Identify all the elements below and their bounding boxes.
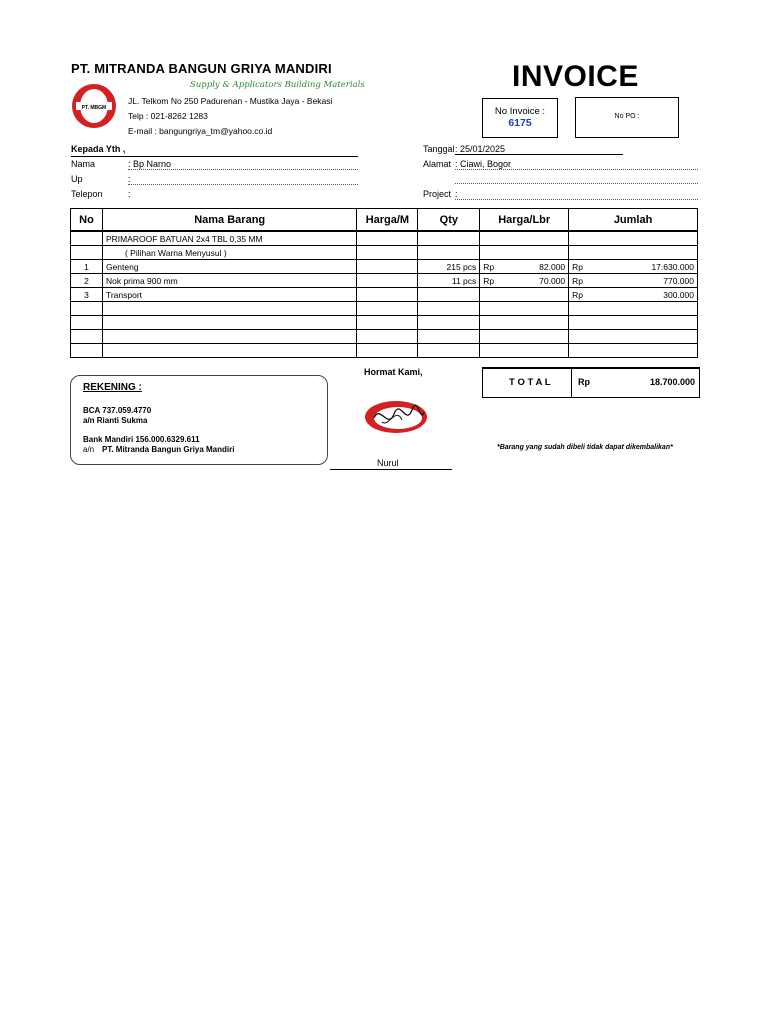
cell-rp2: Rp — [569, 260, 597, 274]
signer-name: Nurul — [377, 458, 399, 468]
rekening-box — [70, 375, 328, 465]
cell-harga-m — [357, 260, 418, 274]
col-no-header: No — [71, 209, 103, 232]
cell-no — [71, 246, 103, 260]
cell-rp2 — [569, 246, 597, 260]
cell-harga-m — [357, 302, 418, 316]
total-divider — [571, 369, 572, 397]
return-policy-note: *Barang yang sudah dibeli tidak dapat dikembalikan* — [497, 444, 673, 451]
cell-no — [71, 302, 103, 316]
table-row — [71, 288, 698, 302]
cell-harga-m — [357, 330, 418, 344]
cell-rp1 — [480, 231, 506, 246]
up-label: Up — [71, 174, 83, 184]
cell-rp2 — [569, 302, 597, 316]
cell-jumlah — [597, 330, 698, 344]
cell-nama: Genteng — [102, 260, 356, 274]
cell-harga-lbr: 70.000 — [506, 274, 569, 288]
col-nama-header: Nama Barang — [102, 209, 356, 232]
telepon-label: Telepon — [71, 189, 103, 199]
cell-jumlah: 770.000 — [597, 274, 698, 288]
cell-nama: Transport — [102, 288, 356, 302]
cell-rp1 — [480, 316, 506, 330]
cell-qty: 215 pcs — [418, 260, 480, 274]
cell-jumlah — [597, 302, 698, 316]
alamat-value: : Ciawi, Bogor — [455, 159, 698, 170]
project-label: Project — [423, 189, 452, 199]
bca-account: BCA 737.059.4770 — [83, 406, 152, 415]
cell-rp2: Rp — [569, 288, 597, 302]
cell-rp1: Rp — [480, 274, 506, 288]
cell-harga-m — [357, 344, 418, 358]
alamat-line-2 — [455, 183, 698, 184]
company-logo — [70, 82, 118, 130]
cell-no — [71, 330, 103, 344]
cell-qty — [418, 316, 480, 330]
cell-no — [71, 316, 103, 330]
cell-nama — [102, 344, 356, 358]
cell-jumlah — [597, 316, 698, 330]
col-harga-m-header: Harga/M — [357, 209, 418, 232]
table-row — [71, 330, 698, 344]
nama-label: Nama — [71, 159, 96, 169]
nama-value: : Bp Narno — [128, 159, 358, 170]
mandiri-account-name: PT. Mitranda Bangun Griya Mandiri — [102, 445, 235, 454]
tanggal-label: Tanggal — [423, 144, 455, 154]
table-row — [71, 344, 698, 358]
total-label: T O T A L — [509, 377, 551, 388]
cell-nama: PRIMAROOF BATUAN 2x4 TBL 0,35 MM — [102, 231, 356, 246]
cell-rp1 — [480, 330, 506, 344]
tanggal-value: : 25/01/2025 — [455, 144, 623, 155]
col-harga-lbr-header: Harga/Lbr — [480, 209, 569, 232]
cell-harga-lbr — [506, 246, 569, 260]
mandiri-an-prefix: a/n — [83, 445, 95, 454]
col-jumlah-header: Jumlah — [569, 209, 698, 232]
table-row — [71, 260, 698, 274]
cell-harga-lbr — [506, 330, 569, 344]
cell-rp1: Rp — [480, 260, 506, 274]
cell-qty — [418, 246, 480, 260]
cell-no: 3 — [71, 288, 103, 302]
cell-qty — [418, 344, 480, 358]
cell-rp2 — [569, 330, 597, 344]
company-email: E-mail : bangungriya_tm@yahoo.co.id — [128, 126, 273, 136]
total-row — [482, 367, 700, 398]
cell-rp1 — [480, 288, 506, 302]
cell-nama — [102, 302, 356, 316]
table-row — [71, 316, 698, 330]
signature-line — [330, 469, 452, 470]
cell-harga-lbr — [506, 231, 569, 246]
cell-harga-lbr: 82.000 — [506, 260, 569, 274]
cell-qty — [418, 231, 480, 246]
items-table — [70, 208, 698, 358]
cell-harga-m — [357, 231, 418, 246]
cell-nama: ( Pilihan Warna Menyusul ) — [102, 246, 356, 260]
alamat-label: Alamat — [423, 159, 452, 169]
cell-jumlah — [597, 344, 698, 358]
cell-qty — [418, 288, 480, 302]
invoice-number-box — [482, 98, 558, 138]
cell-jumlah — [597, 231, 698, 246]
invoice-number-label: No Invoice : — [494, 106, 546, 117]
cell-rp1 — [480, 302, 506, 316]
cell-harga-lbr — [506, 288, 569, 302]
cell-rp2: Rp — [569, 274, 597, 288]
cell-harga-m — [357, 246, 418, 260]
bca-account-name: a/n Rianti Sukma — [83, 416, 148, 425]
kepada-label: Kepada Yth , — [71, 144, 126, 154]
cell-harga-m — [357, 274, 418, 288]
cell-rp1 — [480, 246, 506, 260]
up-value: : — [128, 174, 358, 185]
company-name: PT. MITRANDA BANGUN GRIYA MANDIRI — [71, 61, 332, 76]
po-number-label: No PO : — [614, 113, 640, 120]
total-value: 18.700.000 — [649, 377, 695, 387]
cell-nama — [102, 330, 356, 344]
cell-harga-lbr — [506, 302, 569, 316]
invoice-number-value: 6175 — [508, 117, 532, 129]
table-row — [71, 246, 698, 260]
company-address: JL. Telkom No 250 Padurenan - Mustika Jaya - Bekasi — [128, 96, 333, 106]
col-qty-header: Qty — [418, 209, 480, 232]
cell-no — [71, 344, 103, 358]
company-phone: Telp : 021-8262 1283 — [128, 111, 208, 121]
cell-no: 1 — [71, 260, 103, 274]
cell-harga-lbr — [506, 344, 569, 358]
po-number-box — [575, 97, 679, 138]
table-row — [71, 302, 698, 316]
cell-no: 2 — [71, 274, 103, 288]
cell-nama: Nok prima 900 mm — [102, 274, 356, 288]
mandiri-account: Bank Mandiri 156.000.6329.611 — [83, 435, 200, 444]
cell-qty — [418, 302, 480, 316]
cell-rp2 — [569, 231, 597, 246]
logo-text: PT. MBGM — [81, 105, 107, 111]
cell-qty: 11 pcs — [418, 274, 480, 288]
cell-jumlah: 17.630.000 — [597, 260, 698, 274]
cell-rp1 — [480, 344, 506, 358]
cell-rp2 — [569, 316, 597, 330]
invoice-title: INVOICE — [512, 60, 639, 93]
kepada-divider — [71, 156, 358, 157]
cell-jumlah — [597, 246, 698, 260]
hormat-kami: Hormat Kami, — [364, 367, 423, 377]
project-value: : — [455, 189, 698, 200]
cell-qty — [418, 330, 480, 344]
company-tagline: Supply & Applicators Building Materials — [190, 80, 365, 90]
rekening-title: REKENING : — [83, 382, 142, 393]
cell-harga-lbr — [506, 316, 569, 330]
cell-rp2 — [569, 344, 597, 358]
signature-stamp — [362, 398, 430, 436]
cell-harga-m — [357, 288, 418, 302]
telepon-value: : — [128, 189, 131, 199]
table-row — [71, 274, 698, 288]
cell-jumlah: 300.000 — [597, 288, 698, 302]
cell-nama — [102, 316, 356, 330]
table-header-row — [71, 209, 698, 232]
table-row — [71, 231, 698, 246]
cell-harga-m — [357, 316, 418, 330]
cell-no — [71, 231, 103, 246]
total-rp: Rp — [578, 377, 590, 387]
